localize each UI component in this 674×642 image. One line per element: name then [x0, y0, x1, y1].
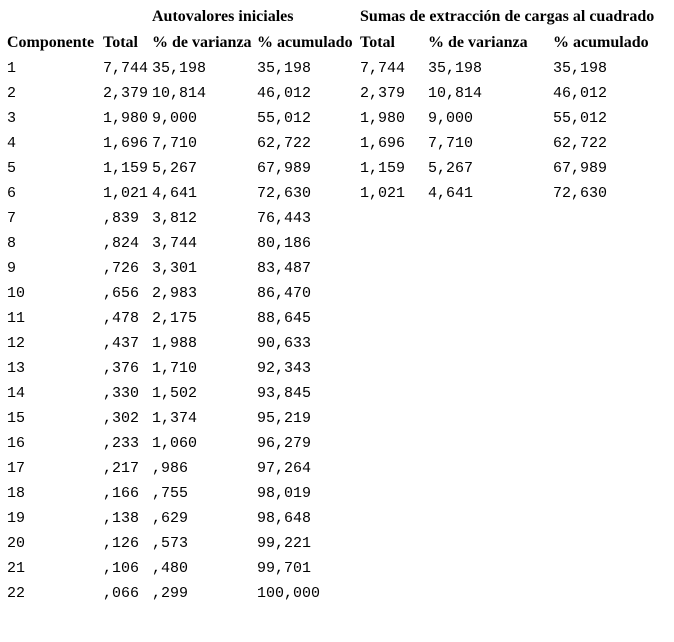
initial-total-cell: ,066	[103, 585, 140, 602]
initial-total-cell: 1,696	[103, 135, 149, 152]
col-header-initial-total: Total	[103, 34, 138, 51]
initial-pct-cumulative-cell: 67,989	[257, 160, 312, 177]
initial-pct-variance-cell: 2,983	[152, 285, 198, 302]
initial-total-cell: ,106	[103, 560, 140, 577]
initial-pct-cumulative-cell: 55,012	[257, 110, 312, 127]
group-header-spacer	[7, 4, 152, 30]
component-cell: 2	[7, 85, 17, 102]
extraction-total-cell	[360, 456, 428, 481]
table-row	[7, 381, 674, 406]
extraction-pct-cumulative-cell	[553, 206, 674, 231]
component-cell: 6	[7, 185, 17, 202]
extraction-pct-variance-cell	[428, 331, 553, 356]
col-header-component: Componente	[7, 34, 95, 51]
initial-pct-variance-cell: ,629	[152, 510, 189, 527]
initial-total-cell: ,376	[103, 360, 140, 377]
component-cell: 8	[7, 235, 17, 252]
component-cell: 21	[7, 560, 26, 577]
component-cell: 9	[7, 260, 17, 277]
extraction-total-cell	[360, 231, 428, 256]
extraction-pct-variance-cell	[428, 431, 553, 456]
extraction-pct-cumulative-cell	[553, 256, 674, 281]
initial-pct-cumulative-cell: 76,443	[257, 210, 312, 227]
initial-total-cell: 1,021	[103, 185, 149, 202]
extraction-pct-variance-cell: 9,000	[428, 110, 474, 127]
extraction-pct-variance-cell	[428, 456, 553, 481]
extraction-pct-variance-cell	[428, 231, 553, 256]
initial-pct-variance-cell: ,299	[152, 585, 189, 602]
initial-pct-cumulative-cell: 88,645	[257, 310, 312, 327]
initial-pct-variance-cell: 1,374	[152, 410, 198, 427]
component-cell: 12	[7, 335, 26, 352]
table-row	[7, 531, 674, 556]
table-row	[7, 281, 674, 306]
component-cell: 3	[7, 110, 17, 127]
initial-total-cell: ,330	[103, 385, 140, 402]
initial-pct-variance-cell: ,480	[152, 560, 189, 577]
component-cell: 4	[7, 135, 17, 152]
initial-pct-cumulative-cell: 99,221	[257, 535, 312, 552]
col-header-initial-pct-variance: % de varianza	[152, 34, 252, 51]
extraction-pct-cumulative-cell	[553, 281, 674, 306]
initial-pct-variance-cell: 35,198	[152, 60, 207, 77]
extraction-total-cell	[360, 381, 428, 406]
extraction-pct-variance-cell	[428, 306, 553, 331]
initial-pct-cumulative-cell: 86,470	[257, 285, 312, 302]
extraction-total-cell	[360, 281, 428, 306]
extraction-total-cell	[360, 331, 428, 356]
extraction-pct-cumulative-cell	[553, 406, 674, 431]
initial-total-cell: ,839	[103, 210, 140, 227]
component-cell: 22	[7, 585, 26, 602]
initial-total-cell: ,166	[103, 485, 140, 502]
extraction-pct-cumulative-cell	[553, 431, 674, 456]
extraction-total-cell: 2,379	[360, 85, 406, 102]
component-cell: 10	[7, 285, 26, 302]
table-body	[7, 56, 674, 606]
initial-pct-cumulative-cell: 83,487	[257, 260, 312, 277]
initial-pct-cumulative-cell: 46,012	[257, 85, 312, 102]
extraction-pct-variance-cell	[428, 506, 553, 531]
initial-total-cell: ,824	[103, 235, 140, 252]
extraction-pct-cumulative-cell	[553, 531, 674, 556]
component-cell: 7	[7, 210, 17, 227]
initial-total-cell: ,233	[103, 435, 140, 452]
initial-pct-variance-cell: ,573	[152, 535, 189, 552]
initial-total-cell: ,217	[103, 460, 140, 477]
initial-total-cell: ,302	[103, 410, 140, 427]
table-row	[7, 156, 674, 181]
initial-pct-variance-cell: 3,812	[152, 210, 198, 227]
initial-total-cell: 7,744	[103, 60, 149, 77]
group-header-extraction-sums: Sumas de extracción de cargas al cuadrado	[360, 8, 655, 25]
extraction-pct-variance-cell	[428, 531, 553, 556]
extraction-total-cell	[360, 431, 428, 456]
extraction-pct-cumulative-cell	[553, 581, 674, 606]
extraction-pct-variance-cell	[428, 256, 553, 281]
table-row	[7, 306, 674, 331]
component-cell: 17	[7, 460, 26, 477]
extraction-pct-variance-cell: 4,641	[428, 185, 474, 202]
column-header-row	[7, 30, 674, 56]
extraction-total-cell: 1,696	[360, 135, 406, 152]
extraction-pct-cumulative-cell	[553, 456, 674, 481]
extraction-pct-variance-cell: 10,814	[428, 85, 483, 102]
table-row	[7, 56, 674, 81]
extraction-pct-cumulative-cell: 67,989	[553, 160, 608, 177]
initial-pct-cumulative-cell: 97,264	[257, 460, 312, 477]
initial-pct-cumulative-cell: 72,630	[257, 185, 312, 202]
table-row	[7, 81, 674, 106]
initial-pct-cumulative-cell: 92,343	[257, 360, 312, 377]
component-cell: 16	[7, 435, 26, 452]
extraction-pct-cumulative-cell	[553, 231, 674, 256]
group-header-initial-eigenvalues: Autovalores iniciales	[152, 8, 294, 25]
initial-pct-variance-cell: 1,060	[152, 435, 198, 452]
extraction-total-cell	[360, 206, 428, 231]
extraction-pct-cumulative-cell	[553, 381, 674, 406]
initial-total-cell: 1,980	[103, 110, 149, 127]
table-row	[7, 256, 674, 281]
table-row	[7, 231, 674, 256]
extraction-total-cell	[360, 356, 428, 381]
table-row	[7, 456, 674, 481]
component-cell: 11	[7, 310, 26, 327]
extraction-pct-variance-cell	[428, 581, 553, 606]
initial-pct-variance-cell: ,986	[152, 460, 189, 477]
table-row	[7, 331, 674, 356]
component-cell: 14	[7, 385, 26, 402]
extraction-total-cell: 1,980	[360, 110, 406, 127]
initial-total-cell: ,726	[103, 260, 140, 277]
extraction-total-cell	[360, 581, 428, 606]
initial-pct-variance-cell: 5,267	[152, 160, 198, 177]
extraction-total-cell	[360, 506, 428, 531]
initial-pct-cumulative-cell: 96,279	[257, 435, 312, 452]
initial-pct-cumulative-cell: 90,633	[257, 335, 312, 352]
initial-total-cell: ,126	[103, 535, 140, 552]
extraction-total-cell	[360, 556, 428, 581]
initial-pct-cumulative-cell: 99,701	[257, 560, 312, 577]
extraction-total-cell: 1,021	[360, 185, 406, 202]
table-row	[7, 131, 674, 156]
initial-total-cell: ,138	[103, 510, 140, 527]
initial-pct-variance-cell: 3,744	[152, 235, 198, 252]
component-cell: 5	[7, 160, 17, 177]
extraction-pct-cumulative-cell: 72,630	[553, 185, 608, 202]
extraction-pct-cumulative-cell	[553, 306, 674, 331]
table-row	[7, 481, 674, 506]
component-cell: 1	[7, 60, 17, 77]
extraction-pct-cumulative-cell: 35,198	[553, 60, 608, 77]
component-cell: 18	[7, 485, 26, 502]
table-row	[7, 356, 674, 381]
extraction-pct-variance-cell: 35,198	[428, 60, 483, 77]
extraction-pct-variance-cell	[428, 381, 553, 406]
col-header-extraction-pct-cumulative: % acumulado	[553, 34, 649, 51]
initial-pct-variance-cell: 10,814	[152, 85, 207, 102]
initial-pct-variance-cell: 1,502	[152, 385, 198, 402]
table-row	[7, 431, 674, 456]
table-row	[7, 181, 674, 206]
initial-pct-cumulative-cell: 100,000	[257, 585, 321, 602]
table-row	[7, 556, 674, 581]
table-row	[7, 581, 674, 606]
extraction-total-cell: 7,744	[360, 60, 406, 77]
initial-total-cell: ,478	[103, 310, 140, 327]
initial-pct-variance-cell: ,755	[152, 485, 189, 502]
table-row	[7, 106, 674, 131]
extraction-pct-variance-cell	[428, 281, 553, 306]
table-row	[7, 506, 674, 531]
extraction-pct-variance-cell: 7,710	[428, 135, 474, 152]
extraction-pct-cumulative-cell: 46,012	[553, 85, 608, 102]
extraction-pct-cumulative-cell: 55,012	[553, 110, 608, 127]
extraction-pct-cumulative-cell	[553, 556, 674, 581]
group-header-row	[7, 4, 674, 30]
extraction-pct-cumulative-cell	[553, 481, 674, 506]
extraction-pct-cumulative-cell	[553, 356, 674, 381]
component-cell: 13	[7, 360, 26, 377]
initial-total-cell: 2,379	[103, 85, 149, 102]
extraction-pct-cumulative-cell	[553, 331, 674, 356]
extraction-total-cell	[360, 306, 428, 331]
initial-pct-variance-cell: 1,710	[152, 360, 198, 377]
extraction-pct-cumulative-cell	[553, 506, 674, 531]
extraction-pct-cumulative-cell: 62,722	[553, 135, 608, 152]
extraction-total-cell: 1,159	[360, 160, 406, 177]
initial-pct-variance-cell: 3,301	[152, 260, 198, 277]
table-row	[7, 206, 674, 231]
initial-pct-cumulative-cell: 98,019	[257, 485, 312, 502]
initial-pct-variance-cell: 1,988	[152, 335, 198, 352]
initial-pct-cumulative-cell: 98,648	[257, 510, 312, 527]
initial-pct-cumulative-cell: 80,186	[257, 235, 312, 252]
table-header	[7, 4, 674, 56]
component-cell: 15	[7, 410, 26, 427]
component-cell: 19	[7, 510, 26, 527]
component-cell: 20	[7, 535, 26, 552]
initial-pct-cumulative-cell: 35,198	[257, 60, 312, 77]
col-header-extraction-total: Total	[360, 34, 395, 51]
extraction-pct-variance-cell	[428, 481, 553, 506]
extraction-total-cell	[360, 531, 428, 556]
initial-pct-variance-cell: 7,710	[152, 135, 198, 152]
initial-total-cell: ,437	[103, 335, 140, 352]
extraction-pct-variance-cell	[428, 406, 553, 431]
initial-pct-variance-cell: 4,641	[152, 185, 198, 202]
col-header-extraction-pct-variance: % de varianza	[428, 34, 528, 51]
initial-pct-variance-cell: 2,175	[152, 310, 198, 327]
initial-pct-variance-cell: 9,000	[152, 110, 198, 127]
extraction-total-cell	[360, 406, 428, 431]
extraction-pct-variance-cell: 5,267	[428, 160, 474, 177]
extraction-pct-variance-cell	[428, 556, 553, 581]
variance-explained-table	[7, 4, 674, 606]
table-row	[7, 406, 674, 431]
extraction-pct-variance-cell	[428, 356, 553, 381]
initial-total-cell: 1,159	[103, 160, 149, 177]
extraction-total-cell	[360, 256, 428, 281]
extraction-total-cell	[360, 481, 428, 506]
extraction-pct-variance-cell	[428, 206, 553, 231]
col-header-initial-pct-cumulative: % acumulado	[257, 34, 353, 51]
initial-pct-cumulative-cell: 62,722	[257, 135, 312, 152]
initial-total-cell: ,656	[103, 285, 140, 302]
initial-pct-cumulative-cell: 95,219	[257, 410, 312, 427]
initial-pct-cumulative-cell: 93,845	[257, 385, 312, 402]
